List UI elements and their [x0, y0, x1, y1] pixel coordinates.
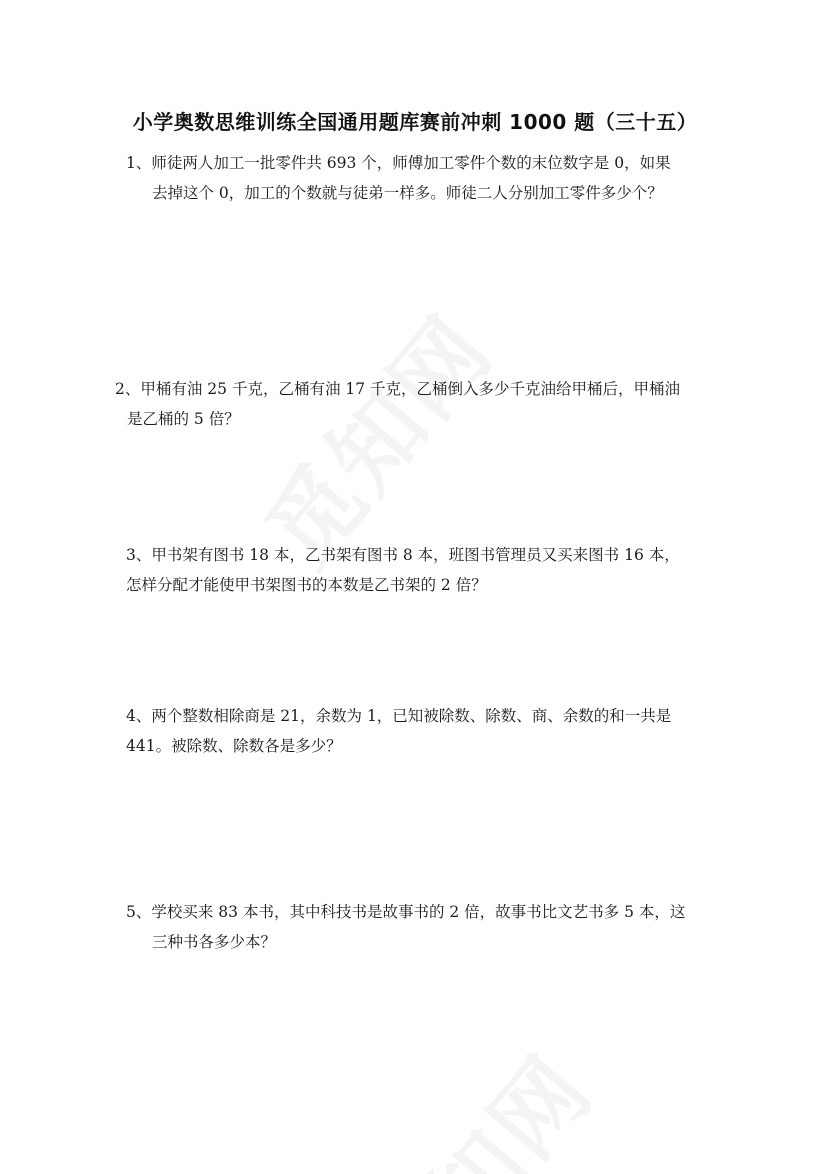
question-3: [126, 540, 680, 600]
watermark: [331, 1023, 617, 1174]
question-5: [126, 897, 685, 957]
question-line: 4、两个整数相除商是 21，余数为 1，已知被除数、除数、商、余数的和一共是: [126, 707, 672, 725]
question-2: [115, 374, 680, 434]
question-line: 2、甲桶有油 25 千克，乙桶有油 17 千克，乙桶倒入多少千克油给甲桶后，甲桶油: [115, 380, 681, 398]
question-4: [126, 701, 671, 761]
question-line: 3、甲书架有图书 18 本，乙书架有图书 8 本，班图书管理员又买来图书 16 本，: [126, 546, 680, 564]
question-1: [126, 148, 671, 208]
question-line: 怎样分配才能使甲书架图书的本数是乙书架的 2 倍？: [126, 576, 487, 594]
question-line: 1、师徒两人加工一批零件共 693 个，师傅加工零件个数的末位数字是 0，如果: [126, 154, 671, 172]
question-line: 441。被除数、除数各是多少？: [126, 737, 342, 755]
page-title: 小学奥数思维训练全国通用题库赛前冲刺 1000 题（三十五）: [132, 110, 698, 134]
question-line: 去掉这个 0，加工的个数就与徒弟一样多。师徒二人分别加工零件多少个？: [152, 184, 663, 202]
question-line: 5、学校买来 83 本书，其中科技书是故事书的 2 倍，故事书比文艺书多 5 本，这: [126, 903, 686, 921]
question-line: 三种书各多少本？: [152, 933, 277, 951]
question-line: 是乙桶的 5 倍？: [127, 410, 240, 428]
